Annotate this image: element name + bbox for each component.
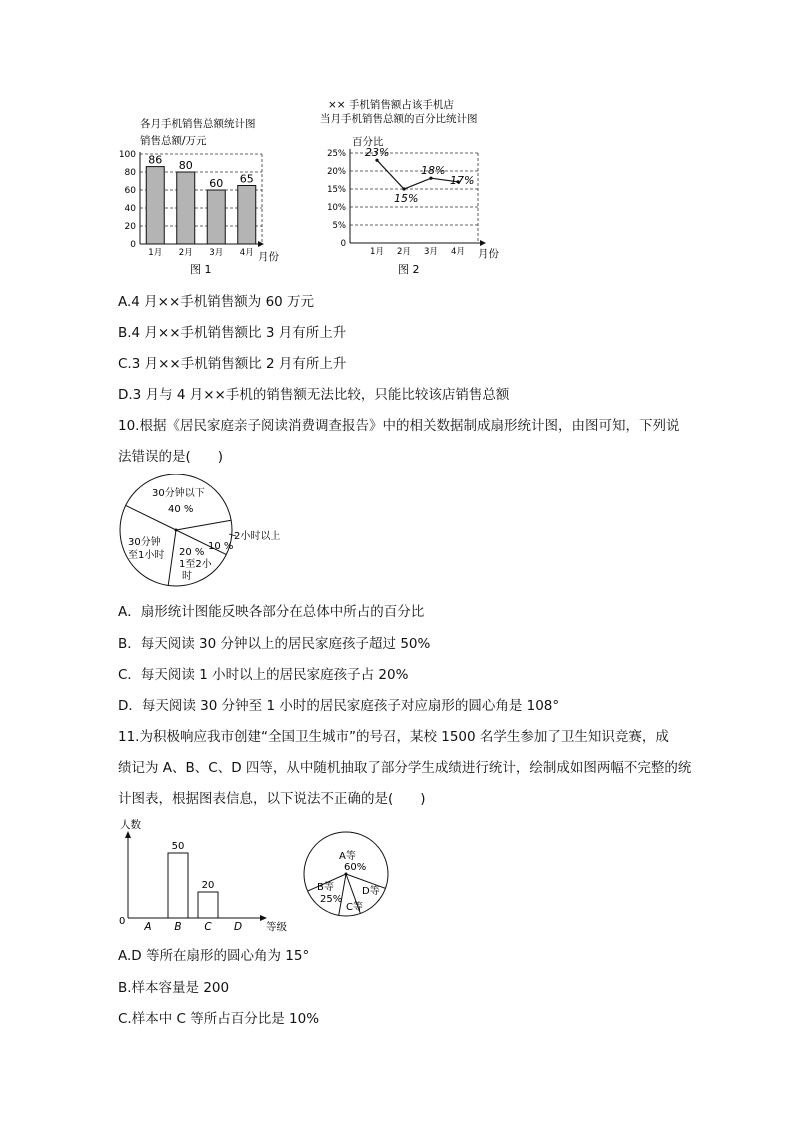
q11-stem-line2: 绩记为 A、B、C、D 四等，从中随机抽取了部分学生成绩进行统计，绘制成如图两幅不完整的统 — [118, 760, 692, 776]
line-point — [402, 187, 405, 190]
q11-pie-pct-a: 60% — [344, 862, 367, 873]
y-tick-label: 80 — [124, 168, 136, 178]
q11-stem-line3: 计图表，根据图表信息，以下说法不正确的是( ) — [118, 791, 426, 807]
fig2-xlabel: 月份 — [478, 248, 499, 260]
pie-pct-1-2h: 20 % — [179, 547, 205, 558]
q10-stem-line2: 法错误的是( ) — [118, 449, 224, 465]
q11-option-b: B.样本容量是 200 — [118, 980, 230, 996]
pie-pct-under-30min: 40 % — [168, 504, 194, 515]
q9-option-a: A.4 月××手机销售额为 60 万元 — [118, 294, 315, 310]
data-label: 60 — [209, 177, 224, 190]
y-tick-label: 100 — [118, 150, 136, 160]
q11-pie-label-b: B等 — [317, 882, 334, 893]
q11-pie-label-d: D等 — [362, 886, 380, 897]
x-tick-label: 1月 — [148, 248, 163, 258]
q11-pie-chart — [300, 830, 400, 930]
bar — [146, 167, 164, 244]
x-tick-label: 3月 — [209, 248, 224, 258]
q9-option-b: B.4 月××手机销售额比 3 月有所上升 — [118, 325, 347, 341]
y-tick-label: 10% — [327, 203, 346, 213]
q9-option-d: D.3 月与 4 月××手机的销售额无法比较，只能比较该店销售总额 — [118, 387, 510, 403]
pie-pct-over-2h: 10 % — [208, 541, 234, 552]
q11-stem-line1: 11.为积极响应我市创建“全国卫生城市”的号召，某校 1500 名学生参加了卫生知识竞赛，成 — [118, 729, 669, 745]
y-tick-label: 15% — [327, 185, 346, 195]
fig2-caption: 图 2 — [398, 263, 420, 276]
q11-option-a: A.D 等所在扇形的圆心角为 15° — [118, 948, 310, 964]
y-tick-label: 5% — [332, 221, 346, 231]
q10-pie-slice-edge — [168, 530, 176, 585]
point-label: 17% — [450, 173, 475, 187]
series-line — [377, 160, 458, 189]
q11-bar-ylabel: 人数 — [120, 819, 141, 831]
pie-label-30min-1h-line1: 30分钟 — [128, 537, 161, 548]
point-label: 15% — [394, 192, 419, 205]
q11-pie-pct-b: 25% — [320, 894, 343, 905]
y-tick-label: 0 — [340, 239, 346, 249]
q10-pie-slice-edge — [176, 520, 231, 530]
y-tick-label: 20 — [124, 222, 136, 232]
pie-label-30min-1h-line2: 至1小时 — [128, 550, 165, 561]
pie-label-1-2h-line2: 时 — [182, 571, 192, 582]
q11-pie-label-a: A等 — [339, 851, 356, 862]
x-tick-label: 2月 — [178, 248, 193, 258]
x-tick-label: 2月 — [397, 247, 411, 257]
x-tick-label: 4月 — [239, 248, 254, 258]
data-label: 20 — [201, 880, 215, 891]
pie-label-over-2h: 2小时以上 — [234, 531, 281, 542]
bar — [198, 892, 218, 918]
fig2-title-line1: ×× 手机销售额占该手机店 — [328, 99, 454, 111]
data-label: 86 — [148, 153, 163, 167]
bar — [168, 853, 188, 918]
x-tick-label: C — [204, 921, 212, 933]
q10-option-b: B．每天阅读 30 分钟以上的居民家庭孩子超过 50% — [118, 636, 431, 652]
x-tick-label: 3月 — [424, 247, 438, 257]
y-tick-label: 0 — [130, 240, 136, 250]
q11-option-c: C.样本中 C 等所占百分比是 10% — [118, 1011, 320, 1027]
x-tick-label: 4月 — [451, 247, 465, 257]
q10-pie-chart — [116, 474, 296, 592]
x-tick-label: 1月 — [370, 247, 384, 257]
figure-2-line-chart — [318, 95, 508, 280]
y-tick-label: 25% — [327, 149, 346, 159]
fig1-xlabel: 月份 — [258, 251, 279, 263]
data-label: 65 — [239, 172, 254, 186]
q10-option-c: C．每天阅读 1 小时以上的居民家庭孩子占 20% — [118, 667, 409, 683]
bar — [238, 186, 256, 245]
q10-pie-center — [175, 529, 178, 532]
fig1-caption: 图 1 — [190, 263, 212, 276]
bar — [177, 172, 195, 244]
x-tick-label: B — [174, 921, 182, 933]
data-label: 80 — [178, 159, 193, 172]
figure-1-bar-chart — [112, 112, 292, 280]
fig2-ylabel: 百分比 — [352, 136, 384, 148]
pie-label-1-2h-line1: 1至2小 — [179, 559, 212, 570]
fig2-title-line2: 当月手机销售总额的百分比统计图 — [320, 113, 478, 125]
pie-label-under-30min: 30分钟以下 — [152, 488, 205, 499]
bar — [207, 190, 225, 244]
q10-option-a: A．扇形统计图能反映各部分在总体中所占的百分比 — [118, 604, 425, 620]
fig1-title: 各月手机销售总额统计图 — [140, 118, 256, 130]
q10-stem-line1: 10.根据《居民家庭亲子阅读消费调查报告》中的相关数据制成扇形统计图，由图可知，下列说 — [118, 418, 680, 434]
q11-bar-xlabel: 等级 — [266, 921, 287, 933]
fig1-ylabel: 销售总额/万元 — [140, 135, 207, 147]
point-label: 23% — [365, 146, 390, 160]
y-tick-label: 20% — [327, 167, 346, 177]
y-tick-label: 40 — [124, 204, 136, 214]
q11-bar-chart — [114, 814, 294, 934]
y-tick-label: 60 — [124, 186, 136, 196]
x-tick-label: D — [233, 921, 243, 933]
point-label: 18% — [421, 164, 446, 178]
q11-bar-origin: 0 — [119, 916, 126, 927]
x-tick-label: A — [144, 921, 152, 933]
data-label: 50 — [171, 841, 185, 852]
q10-option-d: D．每天阅读 30 分钟至 1 小时的居民家庭孩子对应扇形的圆心角是 108° — [118, 698, 560, 714]
q9-option-c: C.3 月××手机销售额比 2 月有所上升 — [118, 356, 347, 372]
q11-pie-label-c: C等 — [346, 902, 363, 913]
